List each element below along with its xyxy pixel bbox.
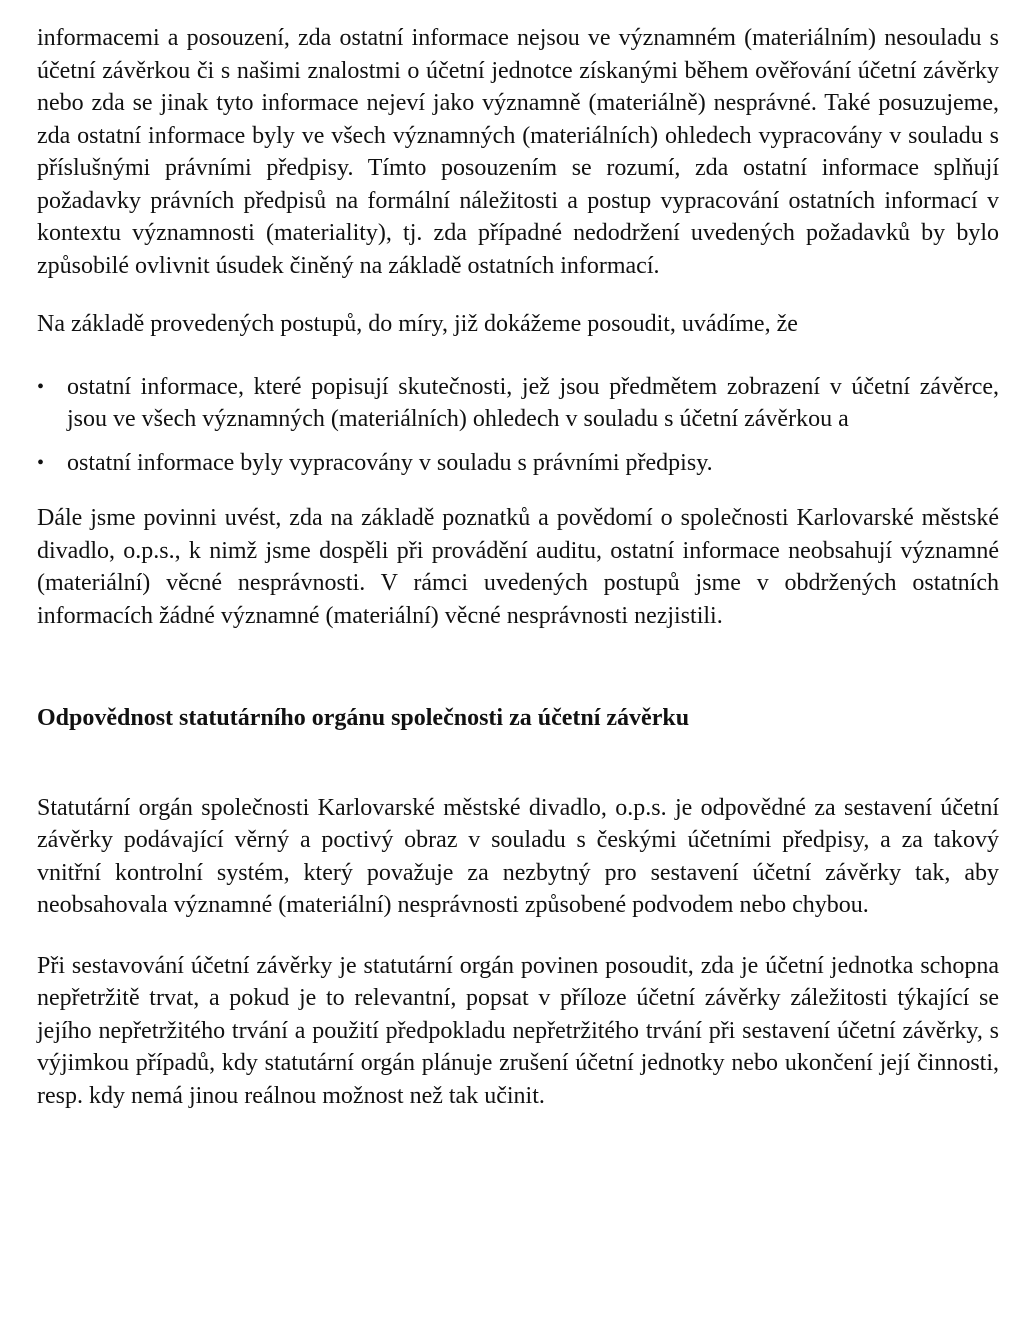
list-item bbox=[37, 371, 999, 436]
intro-paragraph: informacemi a posouzení, zda ostatní informace nejsou ve významném (materiálním) nesouladu s účetní závěrkou či s našimi znalostmi o účetní jednotce získanými během ověřování účetní závěrky nebo zda se jinak tyto informace nejeví jako významně (materiálně) nesprávné. Také posuzujeme, zda ostatní informace byly ve všech významných (materiálních) ohledech vypracovány v souladu s příslušnými právními předpisy. Tímto posouzením se rozumí, zda ostatní informace splňují požadavky právních předpisů na formální náležitosti a postup vypracování ostatních informací v kontextu významnosti (materiality), tj. zda případné nedodržení uvedených požadavků by bylo způsobilé ovlivnit úsudek činěný na základě ostatních informací. bbox=[37, 25, 999, 279]
bullet-icon: • bbox=[37, 375, 45, 398]
list-item bbox=[37, 447, 999, 480]
list-item-text: ostatní informace byly vypracovány v souladu s právními předpisy. bbox=[67, 449, 713, 476]
statutory-paragraph-2: Při sestavování účetní závěrky je statutární orgán povinen posoudit, zda je účetní jednotka schopna nepřetržitě trvat, a pokud je to relevantní, popsat v příloze účetní závěrky záležitosti týkající se jejího nepřetržitého trvání a použití předpokladu nepřetržitého trvání při sestavení účetní závěrky, s výjimkou případů, kdy statutární orgán plánuje zrušení účetní jednotky nebo ukončení její činnosti, resp. kdy nemá jinou reálnou možnost než tak učinit. bbox=[37, 952, 999, 1109]
list-item-text: ostatní informace, které popisují skutečnosti, jež jsou předmětem zobrazení v účetní závěrce, jsou ve všech významných (materiálních) ohledech v souladu s účetní závěrkou a bbox=[67, 373, 999, 432]
lead-sentence: Na základě provedených postupů, do míry, již dokážeme posoudit, uvádíme, že bbox=[37, 311, 798, 337]
document-page bbox=[37, 22, 999, 1112]
statutory-paragraph-1: Statutární orgán společnosti Karlovarské městské divadlo, o.p.s. je odpovědné za sestavení účetní závěrky podávající věrný a poctivý obraz v souladu s českými účetními předpisy, a za takový vnitřní kontrolní systém, který považuje za nezbytný pro sestavení účetní závěrky tak, aby neobsahovala významné (materiální) nesprávnosti způsobené podvodem nebo chybou. bbox=[37, 794, 999, 918]
bullet-icon: • bbox=[37, 451, 45, 474]
further-paragraph: Dále jsme povinni uvést, zda na základě poznatků a povědomí o společnosti Karlovarské městské divadlo, o.p.s., k nimž jsme dospěli při provádění auditu, ostatní informace neobsahují významné (materiální) věcné nesprávnosti. V rámci uvedených postupů jsme v obdržených ostatních informacích žádné významné (materiální) věcné nesprávnosti nezjistili. bbox=[37, 505, 999, 629]
bullet-list bbox=[37, 371, 999, 480]
section-heading: Odpovědnost statutárního orgánu společnosti za účetní závěrku bbox=[37, 705, 690, 731]
